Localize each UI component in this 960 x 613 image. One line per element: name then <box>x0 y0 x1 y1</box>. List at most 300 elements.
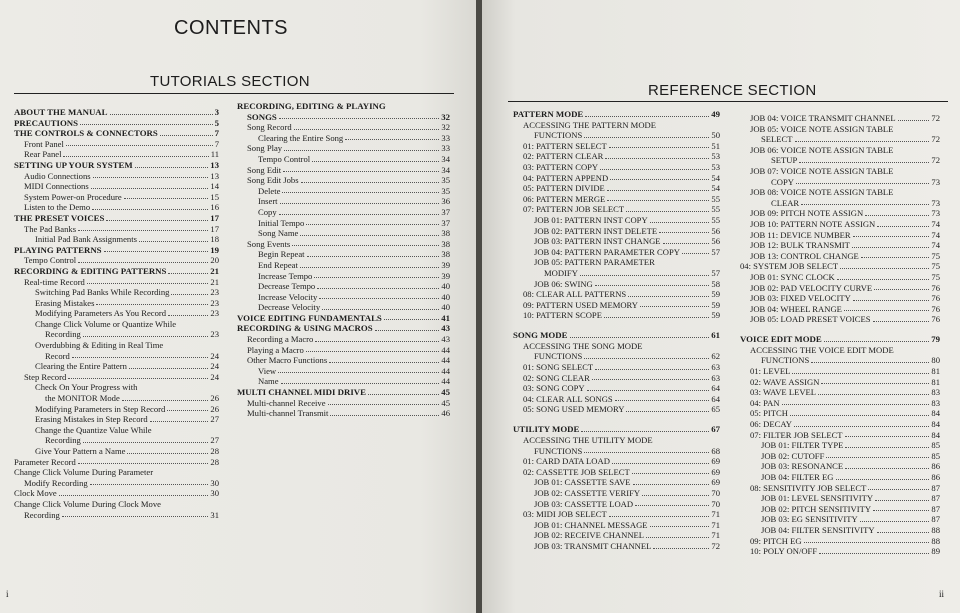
toc-entry-title: VOICE EDIT MODE <box>740 334 822 345</box>
toc-dot-leader <box>300 235 439 236</box>
toc-dot-leader <box>635 505 709 506</box>
toc-entry <box>14 414 219 425</box>
toc-dot-leader <box>315 341 439 342</box>
page-folio-right: ii <box>938 589 944 599</box>
toc-dot-leader <box>59 495 209 496</box>
toc-entry-title: Recording a Macro <box>247 334 314 345</box>
toc-entry-title: FUNCTIONS <box>534 445 583 456</box>
toc-entry-page: 18 <box>210 234 219 245</box>
toc-dot-leader <box>836 479 930 480</box>
toc-entry-title: Decrease Velocity <box>258 302 321 313</box>
toc-entry <box>740 155 940 166</box>
toc-entry <box>740 283 940 294</box>
toc-dot-leader <box>819 553 929 554</box>
toc-entry <box>14 181 219 192</box>
toc-entry-page: 32 <box>441 122 450 133</box>
toc-entry-page: 37 <box>441 217 450 228</box>
toc-entry-title: 01: PATTERN SELECT <box>523 140 607 151</box>
toc-dot-leader <box>78 230 208 231</box>
toc-entry <box>740 166 940 177</box>
toc-dot-leader <box>167 410 208 411</box>
toc-entry-title: Insert <box>258 196 278 207</box>
toc-entry-page: 53 <box>711 161 720 172</box>
toc-entry <box>237 271 450 282</box>
toc-dot-leader <box>873 510 929 511</box>
toc-entry <box>740 124 940 135</box>
toc-dot-leader <box>646 537 709 538</box>
toc-entry-title: 01: SONG SELECT <box>523 362 594 373</box>
toc-entry-page: 69 <box>711 466 720 477</box>
toc-entry-title: Switching Pad Banks While Recording <box>35 287 170 298</box>
toc-entry-title: JOB 02: RECEIVE CHANNEL <box>534 530 645 541</box>
toc-dot-leader <box>96 304 208 305</box>
toc-entry-title: JOB 03: RESONANCE <box>761 461 844 472</box>
toc-entry-title: 05: PITCH <box>750 408 788 419</box>
toc-dot-leader <box>790 415 929 416</box>
toc-entry-page: 44 <box>441 344 450 355</box>
toc-dot-leader <box>853 236 930 237</box>
toc-entry-page: 28 <box>210 446 219 456</box>
toc-dot-leader <box>868 489 929 490</box>
toc-entry-title: JOB 02: CUTOFF <box>761 450 825 461</box>
toc-entry-page: 39 <box>441 259 450 270</box>
toc-entry <box>513 499 720 510</box>
toc-entry-title: JOB 01: CHANNEL MESSAGE <box>534 519 648 530</box>
toc-entry-page: 54 <box>711 172 720 183</box>
toc-entry-page: 72 <box>931 113 940 123</box>
toc-entry-page: 5 <box>214 117 219 128</box>
toc-entry <box>740 440 940 451</box>
toc-dot-leader <box>600 169 709 170</box>
toc-entry-page: 55 <box>711 204 720 215</box>
toc-entry-page: 24 <box>210 361 219 372</box>
toc-entry <box>513 373 720 384</box>
toc-dot-leader <box>581 431 709 432</box>
toc-entry <box>740 134 940 145</box>
toc-dot-leader <box>898 120 930 121</box>
toc-entry-title: COPY <box>771 176 794 187</box>
toc-entry <box>513 236 720 247</box>
toc-entry <box>740 198 940 209</box>
toc-entry <box>740 334 940 345</box>
toc-dot-leader <box>877 226 929 227</box>
toc-entry <box>14 478 219 489</box>
toc-entry <box>14 351 219 362</box>
toc-entry-title: SETTING UP YOUR SYSTEM <box>14 159 133 170</box>
toc-entry-page: 19 <box>210 244 219 255</box>
toc-entry-page: 49 <box>711 109 720 119</box>
toc-entry <box>513 194 720 205</box>
toc-dot-leader <box>663 243 710 244</box>
toc-entry-title: JOB 05: LOAD PRESET VOICES <box>750 314 871 325</box>
toc-dot-leader <box>280 203 440 204</box>
toc-entry-title: SONG MODE <box>513 330 568 341</box>
toc-entry <box>14 107 219 118</box>
toc-dot-leader <box>368 394 439 395</box>
toc-dot-leader <box>139 241 208 242</box>
toc-entry-page: 30 <box>210 488 219 499</box>
toc-entry-page: 23 <box>210 329 219 340</box>
toc-entry-title: MIDI Connections <box>24 181 89 192</box>
toc-entry-title: 03: PATTERN COPY <box>523 161 599 172</box>
toc-entry <box>14 149 219 160</box>
toc-entry-title: Increase Velocity <box>258 291 318 302</box>
toc-entry <box>740 314 940 325</box>
toc-entry-page: 20 <box>210 255 219 266</box>
toc-entry <box>14 340 219 351</box>
toc-dot-leader <box>592 379 710 380</box>
toc-dot-leader <box>875 500 929 501</box>
toc-dot-leader <box>68 378 208 379</box>
toc-dot-leader <box>63 156 208 157</box>
toc-dot-leader <box>135 167 209 168</box>
toc-entry-page: 50 <box>711 130 720 141</box>
toc-entry-title: THE PRESET VOICES <box>14 212 105 223</box>
toc-dot-leader <box>609 516 710 517</box>
toc-entry <box>14 446 219 457</box>
toc-entry-title: Recording <box>45 435 81 446</box>
toc-entry-title: JOB 06: SWING <box>534 278 593 289</box>
toc-entry-title: JOB 06: VOICE NOTE ASSIGN TABLE <box>750 144 894 155</box>
toc-entry-page: 63 <box>711 372 720 383</box>
toc-entry-title: Other Macro Functions <box>247 355 328 366</box>
toc-entry-page: 65 <box>711 404 720 415</box>
toc-entry-page: 64 <box>711 393 720 404</box>
toc-dot-leader <box>300 267 440 268</box>
toc-entry-title: System Power-on Procedure <box>24 191 122 202</box>
toc-entry-title: Decrease Tempo <box>258 281 316 292</box>
toc-entry <box>513 226 720 237</box>
toc-entry-title: 06: PATTERN MERGE <box>523 193 606 204</box>
toc-entry-page: 46 <box>441 408 450 419</box>
toc-dot-leader <box>845 447 929 448</box>
toc-entry-title: the MONITOR Mode <box>45 393 120 404</box>
toc-entry-title: 02: SONG CLEAR <box>523 372 590 383</box>
toc-dot-leader <box>659 232 709 233</box>
toc-entry-title: Name <box>258 376 279 387</box>
toc-entry-title: JOB 01: FILTER TYPE <box>761 440 844 451</box>
toc-entry <box>14 171 219 182</box>
toc-entry <box>14 319 219 330</box>
left-page <box>0 0 478 613</box>
toc-entry-page: 38 <box>441 249 450 260</box>
toc-entry-title: JOB 04: FILTER SENSITIVITY <box>761 524 875 535</box>
toc-entry-title: JOB 13: CONTROL CHANGE <box>750 250 859 261</box>
toc-entry <box>237 196 450 207</box>
toc-entry-title: Multi-channel Receive <box>247 397 326 408</box>
toc-entry-title: JOB 05: PATTERN PARAMETER <box>534 257 655 268</box>
toc-entry <box>740 536 940 547</box>
toc-entry-page: 11 <box>210 149 219 160</box>
toc-entry-title: ACCESSING THE PATTERN MODE <box>523 119 656 130</box>
toc-entry-page: 56 <box>711 225 720 236</box>
toc-entry-title: RECORDING & EDITING PATTERNS <box>14 265 167 276</box>
toc-dot-leader <box>595 369 709 370</box>
toc-entry-title: 04: PAN <box>750 397 780 408</box>
toc-entry-page: 81 <box>931 376 940 387</box>
toc-dot-leader <box>312 161 439 162</box>
toc-entry <box>237 355 450 366</box>
toc-entry-title: JOB 01: LEVEL SENSITIVITY <box>761 493 874 504</box>
toc-entry-page: 39 <box>441 270 450 281</box>
toc-dot-leader <box>62 516 209 517</box>
toc-entry-title: FUNCTIONS <box>534 351 583 362</box>
toc-dot-leader <box>584 137 709 138</box>
toc-dot-leader <box>804 542 930 543</box>
toc-entry <box>513 446 720 457</box>
toc-entry-title: JOB 04: WHEEL RANGE <box>750 303 842 314</box>
toc-entry-page: 76 <box>931 303 940 314</box>
toc-entry-page: 75 <box>931 261 940 272</box>
toc-entry-title: Song Record <box>247 122 292 133</box>
toc-dot-leader <box>587 390 710 391</box>
toc-entry-page: 43 <box>441 323 450 334</box>
page-folio-left: i <box>6 589 9 599</box>
toc-dot-leader <box>584 358 709 359</box>
toc-entry-title: Initial Pad Bank Assignments <box>35 234 137 245</box>
toc-entry-page: 56 <box>711 236 720 247</box>
toc-entry <box>237 112 450 123</box>
toc-entry-title: Tempo Control <box>24 255 77 266</box>
toc-entry-title: Erasing Mistakes in Step Record <box>35 414 148 425</box>
toc-entry-title: PLAYING PATTERNS <box>14 244 102 255</box>
toc-dot-leader <box>682 253 709 254</box>
toc-entry-title: ABOUT THE MANUAL <box>14 107 108 117</box>
toc-entry <box>14 255 219 266</box>
toc-entry <box>237 408 450 419</box>
toc-entry-title: JOB 11: DEVICE NUMBER <box>750 229 851 240</box>
toc-entry-page: 34 <box>441 153 450 164</box>
toc-entry-title: ACCESSING THE VOICE EDIT MODE <box>750 344 894 355</box>
toc-entry <box>237 154 450 165</box>
toc-entry-page: 70 <box>711 487 720 498</box>
toc-entry <box>14 234 219 245</box>
toc-entry-title: FUNCTIONS <box>761 355 810 366</box>
toc-entry-title: VOICE EDITING FUNDAMENTALS <box>237 312 382 323</box>
toc-entry <box>513 520 720 531</box>
toc-entry-page: 21 <box>210 276 219 287</box>
toc-entry <box>14 467 219 478</box>
toc-entry-page: 87 <box>931 482 940 493</box>
toc-entry <box>14 202 219 213</box>
toc-dot-leader <box>93 177 209 178</box>
toc-dot-leader <box>78 262 208 263</box>
toc-entry <box>513 183 720 194</box>
toc-entry-title: RECORDING & USING MACROS <box>237 323 373 334</box>
toc-entry-page: 27 <box>210 414 219 425</box>
toc-entry <box>513 289 720 300</box>
toc-column-left-1 <box>14 107 219 520</box>
toc-dot-leader <box>330 415 439 416</box>
toc-entry-title: ACCESSING THE SONG MODE <box>523 340 643 351</box>
toc-dot-leader <box>307 256 440 257</box>
toc-entry-title: 08: CLEAR ALL PATTERNS <box>523 289 627 300</box>
toc-dot-leader <box>610 179 709 180</box>
toc-entry-page: 81 <box>931 366 940 377</box>
toc-entry-title: 04: CLEAR ALL SONGS <box>523 393 613 404</box>
toc-entry-page: 21 <box>210 265 219 276</box>
toc-entry <box>513 204 720 215</box>
toc-entry-page: 41 <box>441 312 450 323</box>
toc-entry-page: 26 <box>210 403 219 414</box>
toc-dot-leader <box>845 468 929 469</box>
toc-entry <box>237 260 450 271</box>
toc-entry <box>513 351 720 362</box>
toc-entry-page: 75 <box>931 271 940 282</box>
toc-dot-leader <box>860 521 930 522</box>
toc-entry <box>237 186 450 197</box>
toc-dot-leader <box>168 315 208 316</box>
toc-entry <box>14 329 219 340</box>
toc-entry-page: 3 <box>214 107 219 117</box>
toc-entry-title: Clearing the Entire Song <box>258 132 344 143</box>
toc-dot-leader <box>384 319 439 320</box>
toc-dot-leader <box>570 337 710 338</box>
toc-entry-title: JOB 09: PITCH NOTE ASSIGN <box>750 208 864 219</box>
toc-dot-leader <box>628 296 709 297</box>
toc-dot-leader <box>609 147 710 148</box>
toc-entry <box>513 279 720 290</box>
toc-entry-page: 34 <box>441 164 450 175</box>
toc-entry-title: JOB 03: FIXED VELOCITY <box>750 293 851 304</box>
toc-entry-title: JOB 01: CASSETTE SAVE <box>534 477 631 488</box>
toc-dot-leader <box>150 421 209 422</box>
toc-entry <box>237 334 450 345</box>
toc-entry-page: 86 <box>931 461 940 472</box>
toc-entry <box>14 382 219 393</box>
toc-entry-title: 03: WAVE LEVEL <box>750 387 817 398</box>
toc-entry-page: 16 <box>210 202 219 213</box>
toc-dot-leader <box>840 268 929 269</box>
toc-entry-title: 07: FILTER JOB SELECT <box>750 429 843 440</box>
toc-dot-leader <box>92 209 208 210</box>
toc-entry-page: 27 <box>210 435 219 446</box>
toc-dot-leader <box>607 200 709 201</box>
toc-dot-leader <box>279 214 440 215</box>
toc-entry <box>740 493 940 504</box>
toc-dot-leader <box>605 158 709 159</box>
toc-entry-title: 02: WAVE ASSIGN <box>750 376 820 387</box>
toc-entry <box>513 257 720 268</box>
toc-entry-page: 80 <box>931 355 940 366</box>
toc-entry <box>513 162 720 173</box>
toc-entry <box>237 387 450 398</box>
toc-dot-leader <box>782 404 930 405</box>
toc-dot-leader <box>292 245 439 246</box>
toc-entry <box>237 302 450 313</box>
reference-section-title: REFERENCE SECTION <box>648 82 817 99</box>
toc-entry-page: 44 <box>441 365 450 376</box>
toc-entry-title: Song Play <box>247 143 283 154</box>
toc-entry-title: Give Your Pattern a Name <box>35 446 126 456</box>
toc-entry-page: 84 <box>931 419 940 430</box>
toc-dot-leader <box>821 383 929 384</box>
toc-entry-page: 7 <box>214 138 219 149</box>
toc-entry <box>513 383 720 394</box>
toc-entry <box>14 308 219 319</box>
toc-entry <box>513 488 720 499</box>
toc-entry-title: SONGS <box>247 111 277 122</box>
toc-entry-page: 88 <box>931 535 940 546</box>
toc-entry-title: 10: PATTERN SCOPE <box>523 310 602 321</box>
toc-entry <box>513 435 720 446</box>
toc-entry-page: 33 <box>441 143 450 154</box>
toc-dot-leader <box>124 198 209 199</box>
toc-entry-page: 72 <box>711 540 720 551</box>
toc-entry-title: THE CONTROLS & CONNECTORS <box>14 128 158 139</box>
toc-entry-page: 68 <box>711 445 720 456</box>
toc-entry-page: 76 <box>931 293 940 304</box>
toc-entry <box>513 509 720 520</box>
toc-entry-title: 08: SENSITIVITY JOB SELECT <box>750 482 867 493</box>
toc-entry-page: 86 <box>931 471 940 482</box>
toc-entry-title: JOB 03: PATTERN INST CHANGE <box>534 236 661 247</box>
toc-entry-title: Change Click Volume During Parameter <box>14 467 154 478</box>
toc-entry-page: 35 <box>441 185 450 196</box>
toc-entry-title: 02: PATTERN CLEAR <box>523 151 604 162</box>
toc-dot-leader <box>345 139 439 140</box>
toc-dot-leader <box>279 118 439 119</box>
toc-entry <box>14 160 219 171</box>
toc-entry-page: 74 <box>931 218 940 229</box>
toc-entry-title: 02: CASSETTE JOB SELECT <box>523 466 630 477</box>
toc-entry-page: 71 <box>711 530 720 541</box>
toc-dot-leader <box>801 204 929 205</box>
toc-dot-leader <box>792 373 929 374</box>
toc-dot-leader <box>585 116 709 117</box>
toc-column-left-2 <box>237 101 450 419</box>
toc-entry <box>740 398 940 409</box>
toc-entry <box>740 345 940 356</box>
toc-entry <box>513 300 720 311</box>
toc-entry-page: 74 <box>931 229 940 240</box>
toc-entry <box>14 393 219 404</box>
toc-dot-leader <box>799 162 929 163</box>
toc-dot-leader <box>612 463 709 464</box>
toc-entry <box>513 247 720 258</box>
toc-entry <box>237 239 450 250</box>
right-page <box>482 0 960 613</box>
toc-entry-page: 40 <box>441 291 450 302</box>
toc-entry-title: Begin Repeat <box>258 249 305 260</box>
toc-entry-title: Copy <box>258 206 277 217</box>
toc-dot-leader <box>278 372 439 373</box>
toc-entry-page: 13 <box>210 170 219 181</box>
toc-entry-title: View <box>258 365 277 376</box>
toc-entry <box>513 362 720 373</box>
toc-entry <box>237 292 450 303</box>
toc-entry-page: 7 <box>214 128 219 139</box>
toc-entry <box>14 372 219 383</box>
toc-entry-page: 17 <box>210 223 219 234</box>
toc-entry-page: 45 <box>441 387 450 398</box>
toc-dot-leader <box>104 251 209 252</box>
toc-entry <box>237 398 450 409</box>
toc-entry-page: 33 <box>441 132 450 143</box>
toc-entry-page: 51 <box>711 140 720 151</box>
toc-entry <box>14 298 219 309</box>
toc-entry <box>513 109 720 120</box>
toc-entry <box>513 341 720 352</box>
toc-dot-leader <box>171 294 208 295</box>
toc-entry-page: 55 <box>711 214 720 225</box>
toc-entry <box>740 472 940 483</box>
contents-title: CONTENTS <box>174 17 288 39</box>
toc-entry-page: 87 <box>931 493 940 504</box>
toc-entry-title: Step Record <box>24 371 67 382</box>
toc-entry <box>237 133 450 144</box>
toc-entry-page: 35 <box>441 175 450 186</box>
